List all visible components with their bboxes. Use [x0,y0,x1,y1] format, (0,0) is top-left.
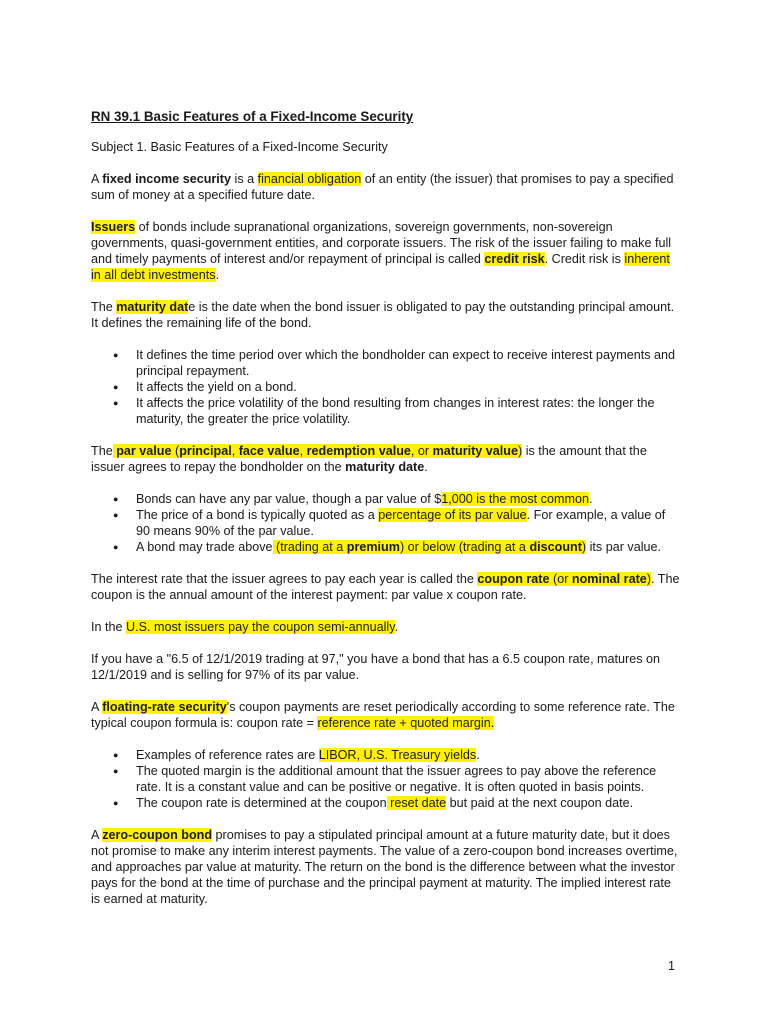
bold-text: maturity date [345,460,425,474]
text-run: The quoted margin is the additional amount that the issuer agrees to pay above the reference rate. It is a constant value and can be positive or negative. It is often quoted in basis points. [136,764,657,794]
highlighted-text: par value [112,444,172,458]
text-run: Examples of reference rates are [136,748,319,762]
list-item [91,747,681,763]
text-run: The [91,300,117,314]
highlighted-text: credit risk [484,252,545,266]
text-run: Bonds can have any par value, though a par value of $ [136,492,442,506]
text-run: e is the date when the bond issuer is obligated to pay the outstanding principal amount. It defines the remaining life of the bond. [91,300,675,330]
text-run: 's coupon payments are reset periodically according to some reference rate. The typical coupon formula is: coupon rate = [91,700,675,730]
highlighted-text: maturity dat [116,300,189,314]
text-run: The interest rate that the issuer agrees to pay each year is called the [91,572,478,586]
list-item [91,379,681,395]
text-run: is a [231,172,258,186]
highlighted-text: ( [171,444,180,458]
text-run: . [394,620,399,634]
paragraph [91,699,681,731]
text-run: A [91,172,103,186]
highlighted-text: reset date [386,796,447,810]
text-run: promises to pay a stipulated principal amount at a future maturity date, but it does not promise to make any interim interest payments. The value of a zero-coupon bond increases overtime, and approaches par value at maturity. The return on the bond is the difference between what the investor pays for the bond at the time of purchase and the principal payment at maturity. The implied interest rate is earned at maturity. [91,828,678,906]
highlighted-text: , or [410,444,433,458]
paragraph [91,299,681,331]
bullet-list [91,491,681,555]
highlighted-text: zero-coupon bond [102,828,213,842]
text-run: The price of a bond is typically quoted as a [136,508,379,522]
highlighted-text: premium [346,540,400,554]
document-title: RN 39.1 Basic Features of a Fixed-Income Security [91,109,414,124]
list-item [91,395,681,427]
text-run: A [91,700,103,714]
paragraph [91,651,681,683]
paragraph [91,571,681,603]
list-item [91,491,681,507]
list-item [91,347,681,379]
highlighted-text: percentage of its par value [378,508,527,522]
text-run: . For example, a value of 90 means 90% of the par value. [136,508,666,538]
highlighted-text: redemption value [306,444,411,458]
highlighted-text: (trading at a [272,540,347,554]
text-run: . The coupon is the annual amount of the interest payment: par value x coupon rate. [91,572,680,602]
page-number: 1 [668,959,676,973]
highlighted-text: principal [179,444,232,458]
text-run: . [215,268,220,282]
highlighted-text: ) [646,572,651,586]
highlighted-text: ) [581,540,587,554]
text-run: If you have a "6.5 of 12/1/2019 trading at 97," you have a bond that has a 6.5 coupon rate, matures on 12/1/2019 and is selling for 97% of its par value. [91,652,661,682]
paragraph [91,619,681,635]
highlighted-text: coupon rate [477,572,550,586]
highlighted-text: 1,000 is the most common [441,492,589,506]
highlighted-text: (or [549,572,572,586]
highlighted-text: discount [529,540,582,554]
text-run: but paid at the next coupon date. [446,796,634,810]
text-run: The coupon rate is determined at the coupon [136,796,387,810]
text-run: A [91,828,103,842]
document-blocks [91,171,681,907]
text-run: . [476,748,480,762]
list-item [91,763,681,795]
document-body [91,108,681,923]
text-run: its par value. [586,540,662,554]
highlighted-text: face value [238,444,300,458]
highlighted-text: Issuers [91,220,136,234]
highlighted-text: U.S. most issuers pay the coupon semi-annually [126,620,395,634]
highlighted-text: , [299,444,307,458]
text-run: is the amount that the issuer agrees to repay the bondholder on the [91,444,647,474]
text-run: . Credit risk is [544,252,625,266]
text-run: of an entity (the issuer) that promises to pay a specified sum of money at a specified future date. [91,172,674,202]
bold-text: fixed income security [102,172,232,186]
paragraph [91,443,681,475]
document-subtitle: Subject 1. Basic Features of a Fixed-Income Security [91,140,388,154]
list-item [91,539,681,555]
text-run: A bond may trade above [136,540,273,554]
highlighted-text: reference rate + quoted margin. [317,716,495,730]
highlighted-text: ) [518,444,523,458]
paragraph [91,219,681,283]
highlighted-text: floating-rate security [102,700,227,714]
highlighted-text: LIBOR, U.S. Treasury yields [318,748,477,762]
text-run: of bonds include supranational organizations, sovereign governments, non-sovereign governments, quasi-government entities, and corporate issuers. The risk of the issuer failing to make full and timely payments of interest and/or repayment of principal is called [91,220,672,266]
text-run: It affects the yield on a bond. [136,380,297,394]
text-run: The [91,444,113,458]
highlighted-text: inherent in all debt investments [91,252,670,282]
highlighted-text: maturity value [432,444,518,458]
text-run: . [424,460,428,474]
highlighted-text: ) or below (trading at a [399,540,530,554]
text-run: . [588,492,593,506]
list-item [91,795,681,811]
bullet-list [91,747,681,811]
highlighted-text: financial obligation [257,172,362,186]
highlighted-text: nominal rate [571,572,647,586]
list-item [91,507,681,539]
paragraph [91,827,681,907]
bullet-list [91,347,681,427]
text-run: In the [91,620,127,634]
highlighted-text: , [231,444,239,458]
text-run: It defines the time period over which the bondholder can expect to receive interest payments and principal repayment. [136,348,676,378]
text-run: It affects the price volatility of the bond resulting from changes in interest rates: the longer the maturity, the greater the price volatility. [136,396,655,426]
paragraph [91,171,681,203]
